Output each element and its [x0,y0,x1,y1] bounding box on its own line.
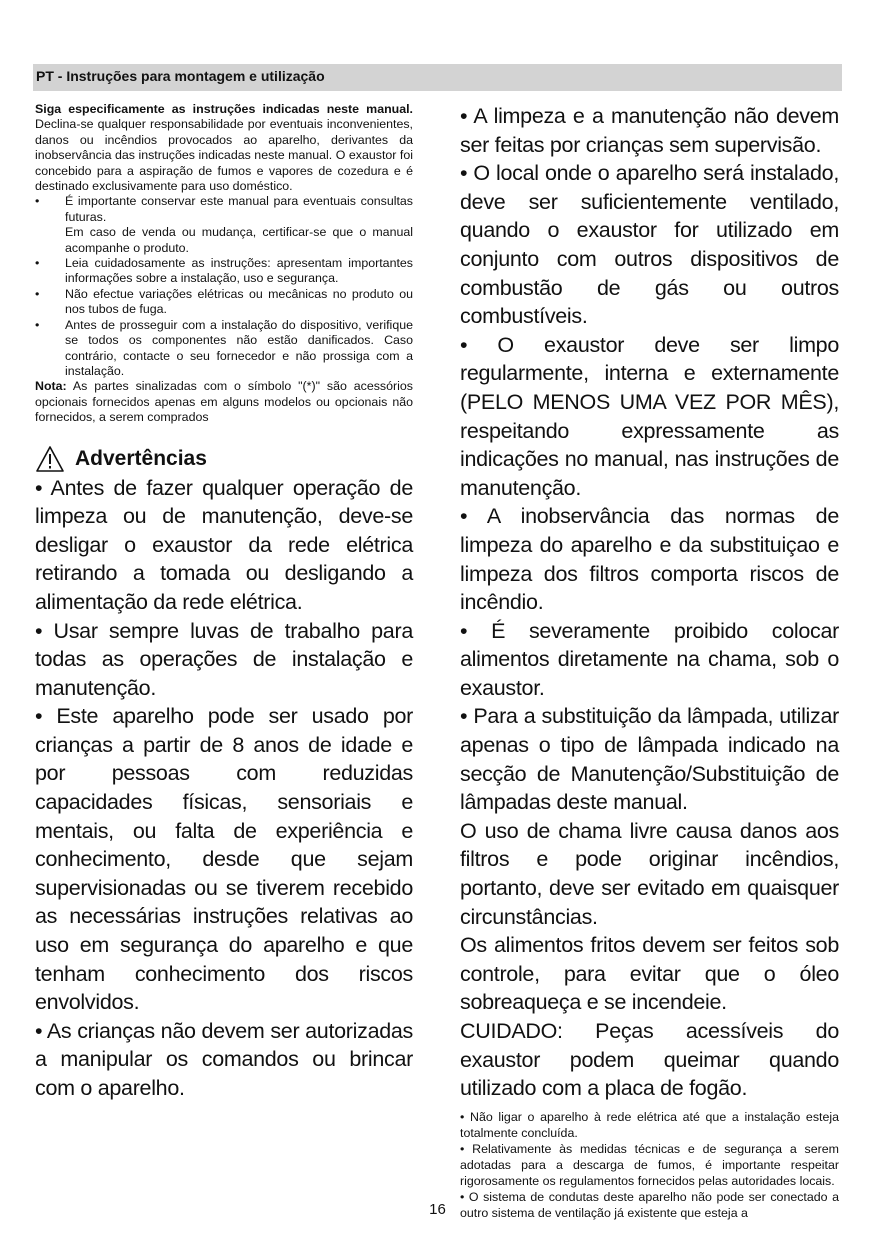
intro-paragraph [35,102,413,194]
list-item: • Antes de prosseguir com a instalação do dispositivo, verifique se todos os componentes não estão danificados. Caso contrário, contacte o seu fornecedor e não prossiga com a instalação. [35,317,413,378]
note-text: As partes sinalizadas com o símbolo "(*)" são acessórios opcionais fornecidos apenas em alguns modelos ou opcionais não fornecidos, a serem comprados [35,379,413,425]
warnings-heading [35,444,413,474]
instruction-list [35,194,413,379]
intro-text: Declina-se qualquer responsabilidade por eventuais inconvenientes, danos ou incêndios provocados ao aparelho, derivantes da inobservância das instruções indicadas neste manual. O exaustor foi concebido para a aspiração de fumos e vapores de cozedura e é destinado exclusivamente para uso doméstico. [35,117,413,194]
warning-paragraph: O uso de chama livre causa danos aos filtros e pode originar incêndios, portanto, deve ser evitado em quaisquer circunstâncias. [460,818,839,929]
warning-paragraph: • A inobservância das normas de limpeza do aparelho e da substituiçao e limpeza dos filtros comporta riscos de incêndio. [460,504,839,615]
small-paragraph: • Não ligar o aparelho à rede elétrica até que a instalação esteja totalmente concluída. [460,1109,839,1140]
list-item: • É importante conservar este manual para eventuais consultas futuras. Em caso de venda ou mudança, certificar-se que o manual acompanhe o produto. [35,194,413,255]
warning-paragraph: • A limpeza e a manutenção não devem ser feitas por crianças sem supervisão. [460,104,839,157]
warning-paragraph: • O local onde o aparelho será instalado, deve ser suficientemente ventilado, quando o exaustor for utilizado em conjunto com outros dispositivos de combustão de gás ou outros combustíveis. [460,161,839,329]
warning-paragraph: CUIDADO: Peças acessíveis do exaustor podem queimar quando utilizado com a placa de fogão. [460,1019,839,1101]
small-paragraph: • O sistema de condutas deste aparelho não pode ser conectado a outro sistema de ventilação já existente que esteja a [460,1189,839,1220]
small-paragraph: • Relativamente às medidas técnicas e de segurança a serem adotadas para a descarga de fumos, é importante respeitar rigorosamente os regulamentos fornecidos pelas autoridades locais. [460,1141,839,1188]
section-header [33,64,842,91]
list-item: • Leia cuidadosamente as instruções: apresentam importantes informações sobre a instalação, uso e segurança. [35,256,413,286]
warning-paragraph: • Antes de fazer qualquer operação de limpeza ou de manutenção, deve-se desligar o exaustor da rede elétrica retirando a tomada ou desligando a alimentação da rede elétrica. [35,475,413,614]
warning-paragraph: Os alimentos fritos devem ser feitos sob controle, para evitar que o óleo sobreaqueça e se incendeie. [460,933,839,1015]
note-paragraph [35,379,413,425]
warning-paragraph: • É severamente proibido colocar alimentos diretamente na chama, sob o exaustor. [460,618,839,700]
warning-triangle-icon [35,445,65,473]
section-title: PT - Instruções para montagem e utilização [36,68,325,84]
list-item: • Não efectue variações elétricas ou mecânicas no produto ou nos tubos de fuga. [35,286,413,317]
warning-paragraph: • Este aparelho pode ser usado por crianças a partir de 8 anos de idade e por pessoas com reduzidas capacidades físicas, sensoriais e mentais, ou falta de experiência e conhecimento, desde que sejam supervisionadas ou se tiverem recebido as necessárias instruções relativas ao uso em segurança do aparelho e que tenham conhecimento dos riscos envolvidos. [35,704,413,1015]
warning-paragraph: • As crianças não devem ser autorizadas a manipular os comandos ou brincar com o aparelho. [35,1018,413,1100]
page-number: 16 [429,1201,446,1218]
right-column [460,102,839,1221]
note-label: Nota: [35,379,67,394]
warnings-title: Advertências [75,446,207,470]
warning-paragraph: • Usar sempre luvas de trabalho para todas as operações de instalação e manutenção. [35,618,413,700]
warning-paragraph: • Para a substituição da lâmpada, utilizar apenas o tipo de lâmpada indicado na secção de Manutenção/Substituição de lâmpadas deste manual. [460,704,839,815]
left-column [35,102,413,1103]
intro-bold: Siga especificamente as instruções indicadas neste manual. [35,102,413,116]
warning-paragraph: • O exaustor deve ser limpo regularmente, interna e externamente (PELO MENOS UMA VEZ POR MÊS), respeitando expressamente as indicações no manual, nas instruções de manutenção. [460,332,839,500]
